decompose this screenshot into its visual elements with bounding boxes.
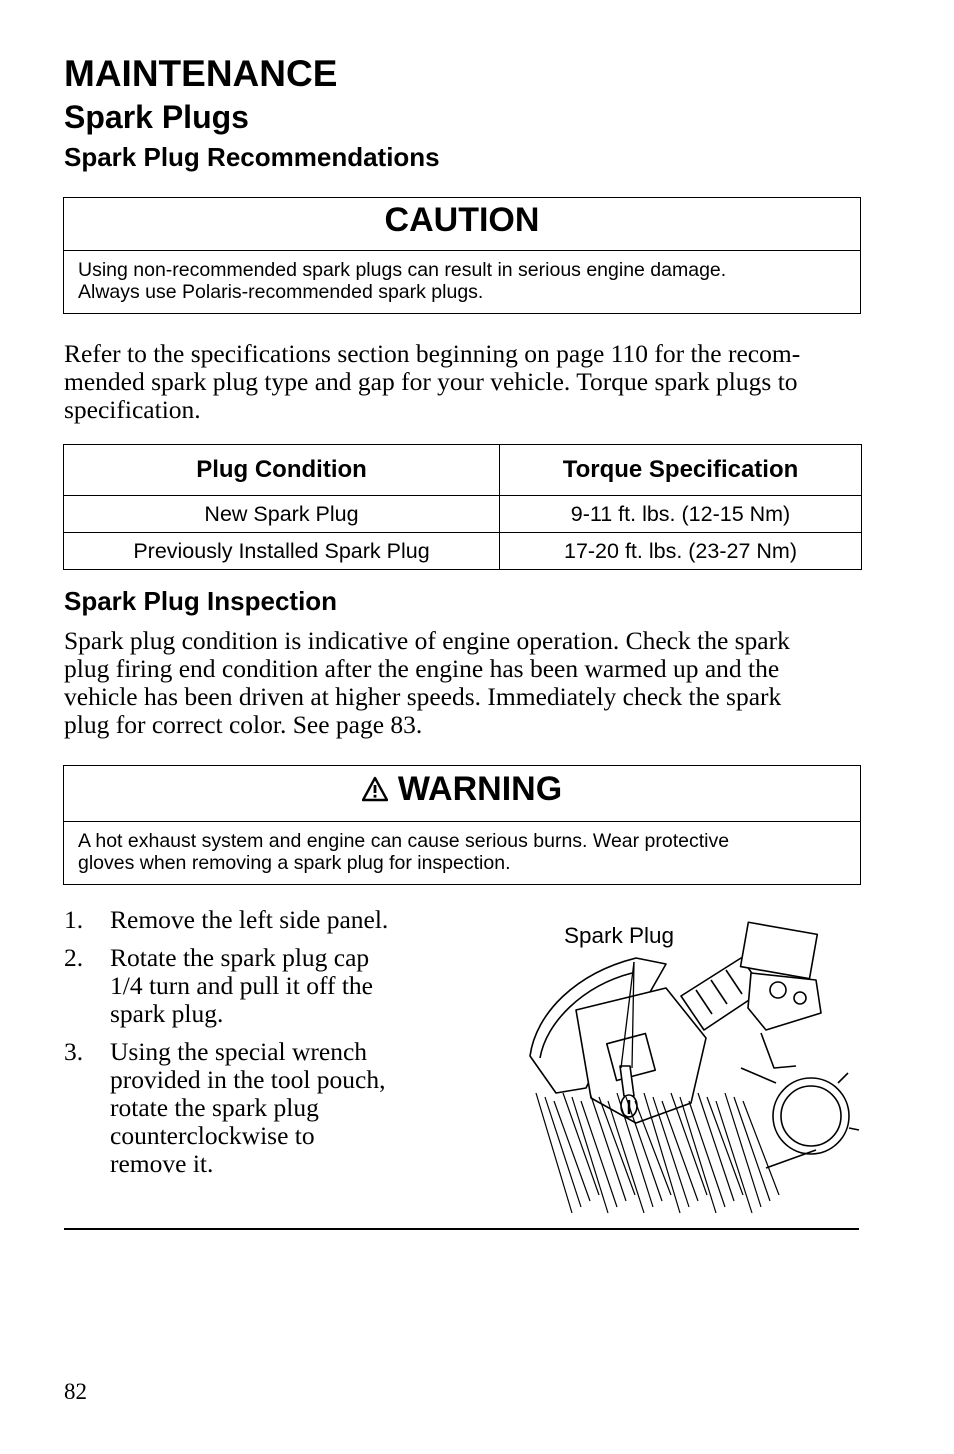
inspection-paragraph	[64, 627, 864, 739]
torque-table	[63, 444, 862, 570]
caution-heading: CAUTION	[64, 198, 860, 251]
section-divider	[64, 1228, 859, 1230]
table-cell: 9-11 ft. lbs. (12-15 Nm)	[500, 496, 862, 533]
step-line: Using the special wrench	[110, 1037, 368, 1066]
caution-text	[64, 251, 860, 303]
warning-box	[63, 765, 861, 885]
cooling-fin	[554, 1101, 590, 1201]
inspection-line: Spark plug condition is indicative of engine operation. Check the spark	[64, 626, 790, 655]
step-line: counterclockwise to	[110, 1121, 315, 1150]
list-item	[64, 1038, 434, 1178]
intro-line: mended spark plug type and gap for your vehicle. Torque spark plugs to	[64, 367, 798, 396]
table-cell: New Spark Plug	[64, 496, 500, 533]
step-number: 1.	[64, 905, 84, 934]
list-item	[64, 944, 434, 1028]
table-cell: Previously Installed Spark Plug	[64, 533, 500, 570]
table-row	[64, 496, 862, 533]
step-line: Rotate the spark plug cap	[110, 943, 370, 972]
step-line: provided in the tool pouch,	[110, 1065, 386, 1094]
table-header-row	[64, 445, 862, 496]
cooling-fin	[536, 1093, 572, 1213]
column-header-plug-condition: Plug Condition	[64, 445, 500, 496]
removal-steps-list	[64, 906, 434, 1188]
caution-box	[63, 197, 861, 314]
table-row	[64, 533, 862, 570]
step-line: 1/4 turn and pull it off the	[110, 971, 373, 1000]
step-line: Remove the left side panel.	[110, 905, 389, 934]
figure-label-spark-plug: Spark Plug	[564, 923, 675, 948]
section-title: MAINTENANCE	[64, 53, 338, 94]
inspection-line: plug firing end condition after the engine has been warmed up and the	[64, 654, 780, 683]
warning-heading-row	[64, 766, 860, 822]
cooling-fin	[563, 1093, 599, 1195]
step-line: spark plug.	[110, 999, 224, 1028]
page-number: 82	[64, 1379, 87, 1404]
cooling-fin	[707, 1097, 743, 1195]
step-number: 2.	[64, 943, 84, 972]
inspection-line: vehicle has been driven at higher speeds. Immediately check the spark	[64, 682, 782, 711]
intro-line: specification.	[64, 395, 201, 424]
warning-heading: WARNING	[397, 770, 563, 808]
step-line: remove it.	[110, 1149, 214, 1178]
intro-line: Refer to the specifications section beginning on page 110 for the recom-	[64, 339, 801, 368]
warning-line: gloves when removing a spark plug for inspection.	[78, 852, 511, 874]
cooling-fin	[545, 1097, 581, 1207]
intro-paragraph	[64, 340, 864, 424]
column-header-torque-spec: Torque Specification	[500, 445, 862, 496]
warning-text	[64, 822, 860, 874]
step-number: 3.	[64, 1037, 84, 1066]
warning-triangle-icon	[362, 776, 388, 802]
subsection-title-recommendations: Spark Plug Recommendations	[64, 142, 440, 172]
caution-line: Using non-recommended spark plugs can result in serious engine damage.	[78, 259, 727, 281]
inspection-line: plug for correct color. See page 83.	[64, 710, 423, 739]
cooling-fins	[536, 1093, 779, 1213]
subsection-title-inspection: Spark Plug Inspection	[64, 586, 338, 616]
warning-line: A hot exhaust system and engine can cause serious burns. Wear protective	[78, 830, 730, 852]
cooling-fin	[671, 1093, 707, 1195]
caution-line: Always use Polaris-recommended spark plugs.	[78, 281, 484, 303]
table-cell: 17-20 ft. lbs. (23-27 Nm)	[500, 533, 862, 570]
list-item	[64, 906, 434, 934]
page-title: Spark Plugs	[64, 99, 249, 135]
step-line: rotate the spark plug	[110, 1093, 319, 1122]
engine-illustration	[516, 918, 861, 1218]
